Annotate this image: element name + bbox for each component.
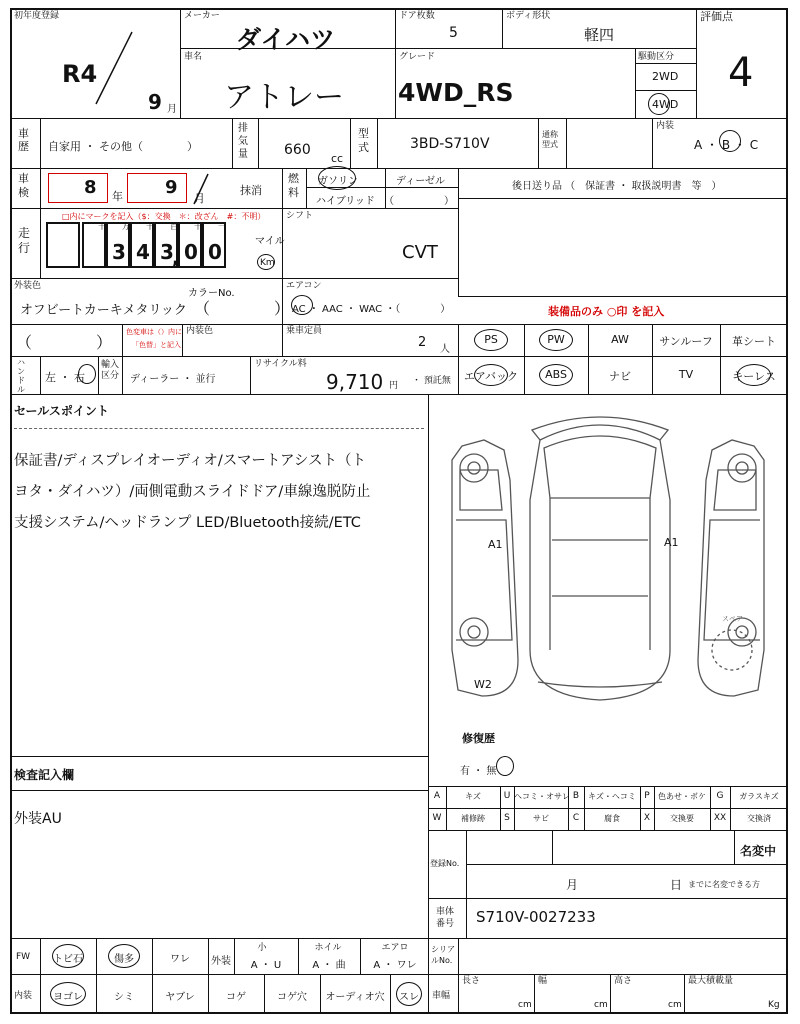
recycle-value: 9,710 xyxy=(326,370,384,394)
sales-line: 支援システム/ヘッドランプ LED/Bluetooth接続/ETC xyxy=(14,515,361,531)
registration-month: 月 xyxy=(566,878,579,892)
shift-value: CVT xyxy=(402,242,438,263)
color-change-value: （ ） xyxy=(16,333,113,352)
small-value: A ・ U xyxy=(250,960,282,971)
equipment-item-row1: 革シート xyxy=(732,335,776,348)
recycle-deposit: ・ 預託無 xyxy=(412,376,451,386)
damage-mark-left: A1 xyxy=(488,538,503,551)
body-label: ボディ形状 xyxy=(506,11,551,21)
displacement: 660 xyxy=(284,142,311,158)
score-label: 評価点 xyxy=(700,10,733,23)
import-label: 輸入区分 xyxy=(101,360,120,381)
sales-line: 保証書/ディスプレイオーディオ/スマートアシスト（ト xyxy=(14,453,366,469)
capacity-value: 2 xyxy=(418,335,427,350)
equipment-circle xyxy=(737,364,771,386)
int-label: 内装 xyxy=(14,991,33,1001)
inspection-month: 9 xyxy=(165,177,178,198)
aircon-circle xyxy=(291,295,313,315)
legend-desc: 色あせ・ボケ xyxy=(658,792,706,801)
car-name: アトレー xyxy=(224,80,344,115)
registration-day: 日 xyxy=(670,878,683,892)
chassis-label: 車体番号 xyxy=(436,907,455,929)
max-load-label: 最大積載量 xyxy=(688,976,734,986)
mileage-digit: 4 xyxy=(136,240,150,264)
int-item: コゲ穴 xyxy=(277,992,307,1003)
size-label: 車幅 xyxy=(432,991,451,1001)
common-model-label: 通称型式 xyxy=(542,130,558,149)
km-label: Km xyxy=(260,258,275,268)
legend-desc: サビ xyxy=(533,814,549,823)
date-slash xyxy=(90,28,140,108)
registration-deadline: までに名変できる方 xyxy=(688,880,760,889)
fw-divider xyxy=(208,938,209,974)
ext-label: 外装 xyxy=(211,956,231,967)
drive-4wd: 4WD xyxy=(652,98,679,111)
damage-mark-right: A1 xyxy=(664,536,679,549)
body-type: 軽四 xyxy=(584,26,615,44)
equipment-item-row1: PW xyxy=(547,333,565,346)
mileage-digit: 0 xyxy=(208,240,222,264)
int-item: スレ xyxy=(399,992,419,1003)
mileage-digit-unit: 一 xyxy=(218,222,226,231)
equipment-item-row2: エアバック xyxy=(463,370,519,383)
handle-label: ハンドル xyxy=(17,358,25,394)
equipment-circle xyxy=(474,329,508,351)
serial-label: シリアルNo. xyxy=(431,945,455,965)
import-value: ディーラー ・ 並行 xyxy=(130,374,216,385)
exterior-label: 外装色 xyxy=(14,281,42,291)
inspection-year-unit: 年 xyxy=(112,190,123,203)
legend-desc: 交換済 xyxy=(747,814,771,823)
interior-grade: A ・ B ・ C xyxy=(694,138,759,152)
inspection-month-box xyxy=(127,173,187,203)
grade: 4WD_RS xyxy=(398,78,514,107)
aero-label: エアロ xyxy=(381,943,409,953)
int-item: ヨゴレ xyxy=(53,992,83,1003)
color-change-note-2: 「色替」と記入 xyxy=(132,341,181,349)
first-reg-month: 9 xyxy=(148,90,162,114)
equipment-item-row1: PS xyxy=(484,333,498,346)
max-load-unit: Kg xyxy=(768,1000,780,1010)
fuel-hybrid: ハイブリッド xyxy=(316,196,375,207)
later-items-title: 後日送り品 （ 保証書 ・ 取扱説明書 等 ） xyxy=(512,181,722,192)
legend-desc: 腐食 xyxy=(604,814,620,823)
legend-code: X xyxy=(643,813,651,823)
legend-code: A xyxy=(433,791,441,801)
equipment-circle xyxy=(474,364,508,386)
maker: ダイハツ xyxy=(236,25,336,54)
aircon-label: エアコン xyxy=(286,281,322,291)
meihen-label: 名変中 xyxy=(740,844,777,858)
maker-label: メーカー xyxy=(184,11,220,21)
repair-history-circle xyxy=(496,756,514,776)
width-unit: cm xyxy=(594,1000,608,1010)
first-reg-month-unit: 月 xyxy=(167,104,177,115)
fuel-gasoline: ガソリン xyxy=(318,176,358,187)
recycle-unit: 円 xyxy=(389,381,399,391)
mileage-comma: , xyxy=(172,248,179,269)
inspection-notes-value: 外装AU xyxy=(14,811,62,827)
legend-code: W xyxy=(432,813,442,823)
equipment-item-row2: ナビ xyxy=(609,370,631,383)
wheel-label: ホイル xyxy=(314,943,342,953)
equipment-item-row2: TV xyxy=(678,368,694,381)
height-label: 高さ xyxy=(614,976,633,986)
equipment-item-row2: ABS xyxy=(545,368,567,381)
doors: 5 xyxy=(449,25,458,41)
drive-4wd-circle xyxy=(648,93,670,115)
shift-label: シフト xyxy=(286,211,314,221)
model-label: 型式 xyxy=(358,127,369,154)
fuel-gasoline-circle xyxy=(318,166,356,190)
mileage-digit-unit: 万 xyxy=(122,222,130,231)
repair-history-value: 有 ・ 無 xyxy=(460,766,497,777)
inspection-erased: 抹消 xyxy=(240,184,262,197)
score: 4 xyxy=(728,50,754,96)
equipment-title: 装備品のみ ○印 を記入 xyxy=(548,305,665,318)
int-circle xyxy=(50,982,86,1006)
width-label: 幅 xyxy=(538,976,548,986)
chassis-number: S710V-0027233 xyxy=(476,908,596,926)
height-unit: cm xyxy=(668,1000,682,1010)
legend-desc: 交換要 xyxy=(670,814,694,823)
doors-label: ドア枚数 xyxy=(399,11,435,21)
mileage-note: □内にマークを記入（$：交換 ＊：改ざん #：不明） xyxy=(62,212,266,221)
fw-label: FW xyxy=(16,952,31,962)
color-no-label: カラーNo. xyxy=(188,288,235,299)
legend-desc: キズ xyxy=(465,792,481,801)
sales-line: ヨタ・ダイハツ）/両側電動スライドドア/車線逸脱防止 xyxy=(14,484,371,500)
mileage-unit-box xyxy=(46,222,80,268)
fuel-other: （ ） xyxy=(384,196,454,207)
length-unit: cm xyxy=(518,1000,532,1010)
interior-color-label: 内装色 xyxy=(186,326,214,336)
legend-code: P xyxy=(644,791,650,801)
equipment-item-row1: AW xyxy=(611,333,629,346)
inspection-year-box xyxy=(48,173,108,203)
int-item: ヤブレ xyxy=(165,992,195,1003)
small-label: 小 xyxy=(257,943,267,953)
history-value: 自家用 ・ その他（ ） xyxy=(48,140,198,153)
fw-item: 傷多 xyxy=(114,954,134,965)
fuel-label: 燃料 xyxy=(288,172,299,199)
int-item: シミ xyxy=(114,992,134,1003)
equipment-item-row2: キーレス xyxy=(732,370,776,383)
mile-label: マイル xyxy=(255,236,285,247)
ext-divider xyxy=(360,938,361,974)
handle-value: 左 ・ 右 xyxy=(45,371,85,384)
drive-2wd: 2WD xyxy=(652,70,679,83)
legend-code: B xyxy=(572,791,580,801)
displacement-label: 排気量 xyxy=(238,123,248,160)
aircon-value: AC ・ AAC ・ WAC ・（ ） xyxy=(292,304,451,315)
capacity-label: 乗車定員 xyxy=(286,326,323,336)
fw-circle xyxy=(108,944,140,968)
registration-label: 登録No. xyxy=(430,859,460,868)
sales-point-text xyxy=(14,446,370,539)
first-reg-era: R4 xyxy=(62,60,98,88)
fw-circle xyxy=(52,944,84,968)
mileage-digit-unit: 千 xyxy=(146,222,154,231)
length-label: 長さ xyxy=(462,976,481,986)
equipment-item-row1: サンルーフ xyxy=(659,335,713,348)
sales-point-title: セールスポイント xyxy=(14,404,109,418)
inspection-year: 8 xyxy=(84,177,97,198)
fw-item: トビ石 xyxy=(53,954,83,965)
car-damage-diagram xyxy=(432,400,784,720)
first-reg-label: 初年度登録 xyxy=(14,11,60,21)
interior-grade-circle xyxy=(719,130,741,152)
mileage-digit-unit: 百 xyxy=(170,222,178,231)
legend-desc: ヘコミ・オサレ xyxy=(514,792,570,801)
car-name-label: 車名 xyxy=(184,52,203,62)
legend-code: U xyxy=(503,791,511,801)
km-circle xyxy=(257,254,275,270)
cc-unit: cc xyxy=(331,152,344,165)
aero-value: A ・ ワレ xyxy=(373,960,417,971)
repair-history-title: 修復歴 xyxy=(462,732,495,745)
wheel-value: A ・ 曲 xyxy=(312,960,346,971)
equipment-circle xyxy=(539,364,573,386)
equipment-circle xyxy=(539,329,573,351)
history-label: 車歴 xyxy=(18,127,29,153)
inspection-label: 車検 xyxy=(18,172,29,199)
legend-desc: キズ・ヘコミ xyxy=(588,792,636,801)
mileage-digit-unit: 十 xyxy=(98,222,106,231)
inspection-notes-title: 検査記入欄 xyxy=(14,768,75,782)
inspection-month-unit: 月 xyxy=(194,192,205,205)
fw-item: ワレ xyxy=(170,954,190,965)
int-item: コゲ xyxy=(226,992,246,1003)
grade-label: グレード xyxy=(399,52,436,62)
legend-desc: 補修跡 xyxy=(461,814,485,823)
color-no-value: （ ） xyxy=(194,299,291,318)
color-change-note-1: 色変車は（）内に xyxy=(126,328,182,336)
mileage-digit: 3 xyxy=(112,240,126,264)
spare-label: スペア xyxy=(722,615,743,623)
damage-mark-rear: W2 xyxy=(474,678,492,691)
drive-label: 駆動区分 xyxy=(638,52,675,62)
recycle-label: リサイクル料 xyxy=(254,359,307,369)
mileage-digit: 0 xyxy=(184,240,198,264)
exterior-color: オフビートカーキメタリック xyxy=(20,303,187,318)
mileage-digit-unit: 十 xyxy=(194,222,202,231)
legend-code: XX xyxy=(713,813,727,823)
mileage-label: 走行 xyxy=(18,226,31,255)
model: 3BD-S710V xyxy=(410,136,490,152)
legend-code: C xyxy=(572,813,580,823)
interior-grade-label: 内装 xyxy=(656,121,675,131)
ext-divider xyxy=(234,938,235,974)
legend-code: S xyxy=(504,813,510,823)
handle-circle xyxy=(78,364,96,384)
capacity-unit: 人 xyxy=(440,344,450,355)
legend-code: G xyxy=(716,791,724,801)
int-item: オーディオ穴 xyxy=(325,992,385,1003)
int-circle xyxy=(396,982,422,1006)
fuel-diesel: ディーゼル xyxy=(396,176,445,187)
mileage-digit: 3 xyxy=(160,240,174,264)
legend-desc: ガラスキズ xyxy=(739,792,779,801)
